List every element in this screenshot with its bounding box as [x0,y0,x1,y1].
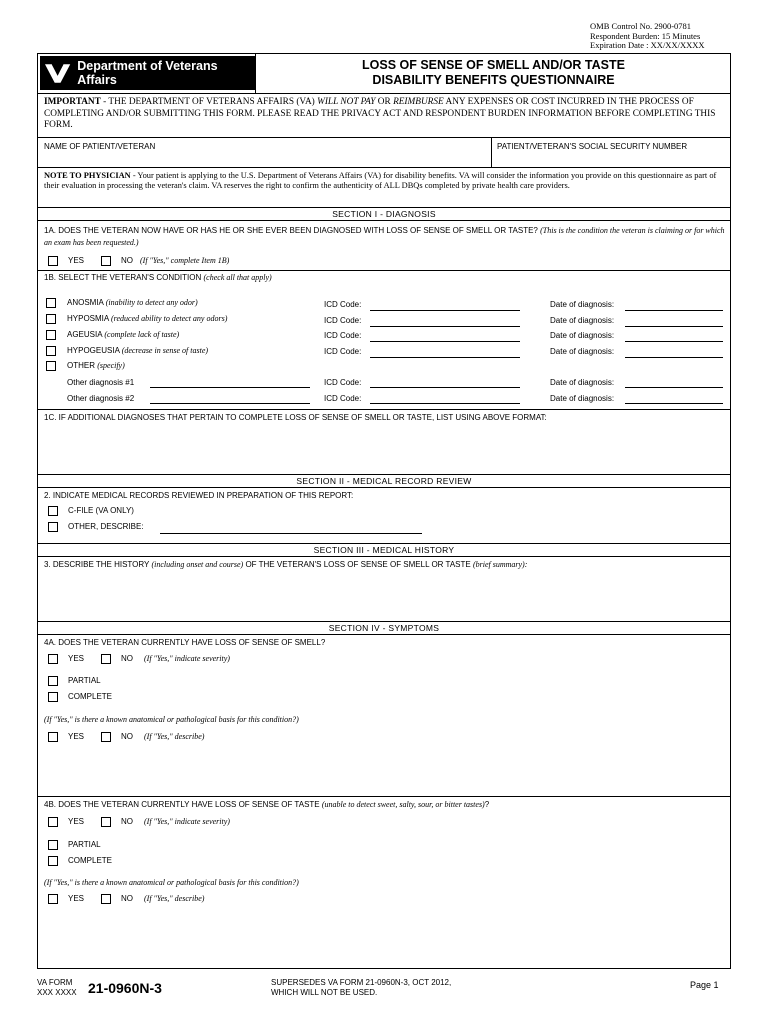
q1c-textarea[interactable] [44,424,726,472]
q1a-yes-label: YES [68,256,85,265]
other-checkbox[interactable] [46,361,56,371]
icd-field[interactable] [370,357,520,358]
q4b-basis-question: (If "Yes," is there a known anatomical or pathological basis for this condition?) [44,878,299,887]
q4a-basis-no-label: NO [121,732,133,741]
icd-field[interactable] [370,403,520,404]
icd-field[interactable] [370,310,520,311]
date-label: Date of diagnosis: [550,347,615,356]
q4a-yes-label: YES [68,654,85,663]
date-field[interactable] [625,387,723,388]
patient-name-field[interactable] [44,152,484,165]
q4a-basis-yes-label: YES [68,732,85,741]
section-2-title: SECTION II - MEDICAL RECORD REVIEW [296,476,472,486]
q4b-no-label: NO [121,817,133,826]
hyposmia-checkbox[interactable] [46,314,56,324]
q4b-basis-yes-label: YES [68,894,85,903]
date-label: Date of diagnosis: [550,316,615,325]
icd-field[interactable] [370,387,520,388]
form-title [256,58,731,88]
q4a-partial-label: PARTIAL [68,676,101,685]
q4b-complete-checkbox[interactable] [48,856,58,866]
cfile-checkbox[interactable] [48,506,58,516]
q4a-no-checkbox[interactable] [101,654,111,664]
divider [37,409,731,410]
history-textarea[interactable] [44,572,726,618]
q4b-yes-label: YES [68,817,85,826]
date-field[interactable] [625,310,723,311]
divider [37,634,731,635]
other-records-label: OTHER, DESCRIBE: [68,522,144,531]
q4a-partial-checkbox[interactable] [48,676,58,686]
other-records-field[interactable] [160,533,422,534]
q4a-complete-checkbox[interactable] [48,692,58,702]
q4b-partial-label: PARTIAL [68,840,101,849]
patient-divider [491,137,492,167]
q1a-note: (If "Yes," complete Item 1B) [140,256,230,265]
title-line-2: DISABILITY BENEFITS QUESTIONNAIRE [372,73,615,87]
respondent-burden: Respondent Burden: 15 Minutes [590,30,701,41]
hyposmia-label: HYPOSMIA (reduced ability to detect any odors) [67,314,228,323]
other-diagnosis-1-field[interactable] [150,387,310,388]
hypogeusia-checkbox[interactable] [46,346,56,356]
question-4a: 4A. DOES THE VETERAN CURRENTLY HAVE LOSS OF SENSE OF SMELL? [44,638,326,647]
question-1b: 1B. SELECT THE VETERAN'S CONDITION (check all that apply) [44,273,272,282]
date-field[interactable] [625,357,723,358]
icd-label: ICD Code: [324,378,362,387]
icd-label: ICD Code: [324,300,362,309]
q1a-no-checkbox[interactable] [101,256,111,266]
va-seal-icon [44,61,71,85]
q4a-note: (If "Yes," indicate severity) [144,654,230,663]
q4b-partial-checkbox[interactable] [48,840,58,850]
q4b-no-checkbox[interactable] [101,817,111,827]
q4a-describe-area[interactable] [44,746,726,794]
q4a-yes-checkbox[interactable] [48,654,58,664]
q4a-complete-label: COMPLETE [68,692,113,701]
divider [37,207,731,208]
q4b-basis-no-checkbox[interactable] [101,894,111,904]
date-field[interactable] [625,403,723,404]
hypogeusia-label: HYPOGEUSIA (decrease in sense of taste) [67,346,209,355]
divider [37,220,731,221]
q4b-basis-no-label: NO [121,894,133,903]
date-field[interactable] [625,341,723,342]
section-3-title: SECTION III - MEDICAL HISTORY [313,545,455,555]
q4b-describe-note: (If "Yes," describe) [144,894,205,903]
other-diagnosis-2-label: Other diagnosis #2 [67,394,135,403]
page-number: Page 1 [690,980,719,990]
q4a-basis-no-checkbox[interactable] [101,732,111,742]
divider [37,137,731,138]
divider [37,93,731,94]
question-1c: 1C. IF ADDITIONAL DIAGNOSES THAT PERTAIN TO COMPLETE LOSS OF SENSE OF SMELL OR TASTE, LIST USING ABOVE FORMAT: [44,413,547,422]
other-diagnosis-2-field[interactable] [150,403,310,404]
expiration-date: Expiration Date : XX/XX/XXXX [590,40,705,50]
form-number: 21-0960N-3 [88,980,162,996]
q1a-yes-checkbox[interactable] [48,256,58,266]
title-line-1: LOSS OF SENSE OF SMELL AND/OR TASTE [362,58,625,72]
q4b-yes-checkbox[interactable] [48,817,58,827]
agency-name: Department of Veterans Affairs [77,59,218,87]
va-logo [40,56,255,90]
divider [37,621,731,622]
q4a-basis-question: (If "Yes," is there a known anatomical or pathological basis for this condition?) [44,715,299,724]
q4b-basis-yes-checkbox[interactable] [48,894,58,904]
section-4-title: SECTION IV - SYMPTOMS [328,623,440,633]
ageusia-label: AGEUSIA (complete lack of taste) [67,330,180,339]
divider [37,543,731,544]
omb-info [590,22,705,51]
q4a-basis-yes-checkbox[interactable] [48,732,58,742]
divider [37,796,731,797]
q4a-describe-note: (If "Yes," describe) [144,732,205,741]
date-label: Date of diagnosis: [550,394,615,403]
other-records-checkbox[interactable] [48,522,58,532]
icd-label: ICD Code: [324,316,362,325]
footer-form-label: VA FORM XXX XXXX [37,978,77,997]
question-4b: 4B. DOES THE VETERAN CURRENTLY HAVE LOSS OF SENSE OF TASTE (unable to detect sweet, salty, sour, or bitter tastes)? [44,800,490,809]
q4b-note: (If "Yes," indicate severity) [144,817,230,826]
anosmia-checkbox[interactable] [46,298,56,308]
date-label: Date of diagnosis: [550,331,615,340]
divider [37,474,731,475]
omb-control: OMB Control No. 2900-0781 [590,21,692,31]
cfile-label: C-FILE (VA ONLY) [68,506,134,515]
icd-field[interactable] [370,326,520,327]
divider [37,167,731,168]
q4b-describe-area[interactable] [44,908,726,964]
note-to-physician: NOTE TO PHYSICIAN - Your patient is applying to the U.S. Department of Veterans Affairs (VA) for disability benefits. VA will consider the information you provide on this questionnaire as part of their evaluation in processing the veteran's claim. VA reserves the right to confirm the authenticity of ALL DBQs completed by private health care providers. [44,171,717,190]
q1a-no-label: NO [121,256,133,265]
note-lead: NOTE TO PHYSICIAN [44,171,131,180]
other-label: OTHER (specify) [67,361,125,370]
supersedes-note: SUPERSEDES VA FORM 21-0960N-3, OCT 2012, WHICH WILL NOT BE USED. [271,978,452,997]
anosmia-label: ANOSMIA (inability to detect any odor) [67,298,198,307]
patient-ssn-label: PATIENT/VETERAN'S SOCIAL SECURITY NUMBER [497,142,688,151]
patient-name-label: NAME OF PATIENT/VETERAN [44,142,156,151]
icd-label: ICD Code: [324,347,362,356]
section-1-title: SECTION I - DIAGNOSIS [332,209,436,219]
icd-field[interactable] [370,341,520,342]
date-field[interactable] [625,326,723,327]
icd-label: ICD Code: [324,394,362,403]
divider [37,270,731,271]
ageusia-checkbox[interactable] [46,330,56,340]
date-label: Date of diagnosis: [550,378,615,387]
q4b-complete-label: COMPLETE [68,856,113,865]
question-2: 2. INDICATE MEDICAL RECORDS REVIEWED IN PREPARATION OF THIS REPORT: [44,491,354,500]
divider [37,556,731,557]
patient-ssn-field[interactable] [497,152,725,165]
important-lead: IMPORTANT [44,97,101,107]
date-label: Date of diagnosis: [550,300,615,309]
divider [37,487,731,488]
other-diagnosis-1-label: Other diagnosis #1 [67,378,135,387]
important-notice: IMPORTANT - THE DEPARTMENT OF VETERANS AFFAIRS (VA) WILL NOT PAY OR REIMBURSE ANY EXPENSES OR COST INCURRED IN THE PROCESS OF COMPLETING AND/OR SUBMITTING THIS FORM. PLEASE READ THE PRIVACY ACT AND RESPONDENT BURDEN INFORMATION BEFORE COMPLETING THIS FORM. [44,97,716,130]
icd-label: ICD Code: [324,331,362,340]
question-1a: 1A. DOES THE VETERAN NOW HAVE OR HAS HE OR SHE EVER BEEN DIAGNOSED WITH LOSS OF SENSE OF SMELL OR TASTE? (This is the condition the veteran is claiming or for which an exam has been requested.) [44,226,725,247]
question-3: 3. DESCRIBE THE HISTORY (including onset and course) OF THE VETERAN'S LOSS OF SENSE OF SMELL OR TASTE (brief summary): [44,560,528,569]
q4a-no-label: NO [121,654,133,663]
